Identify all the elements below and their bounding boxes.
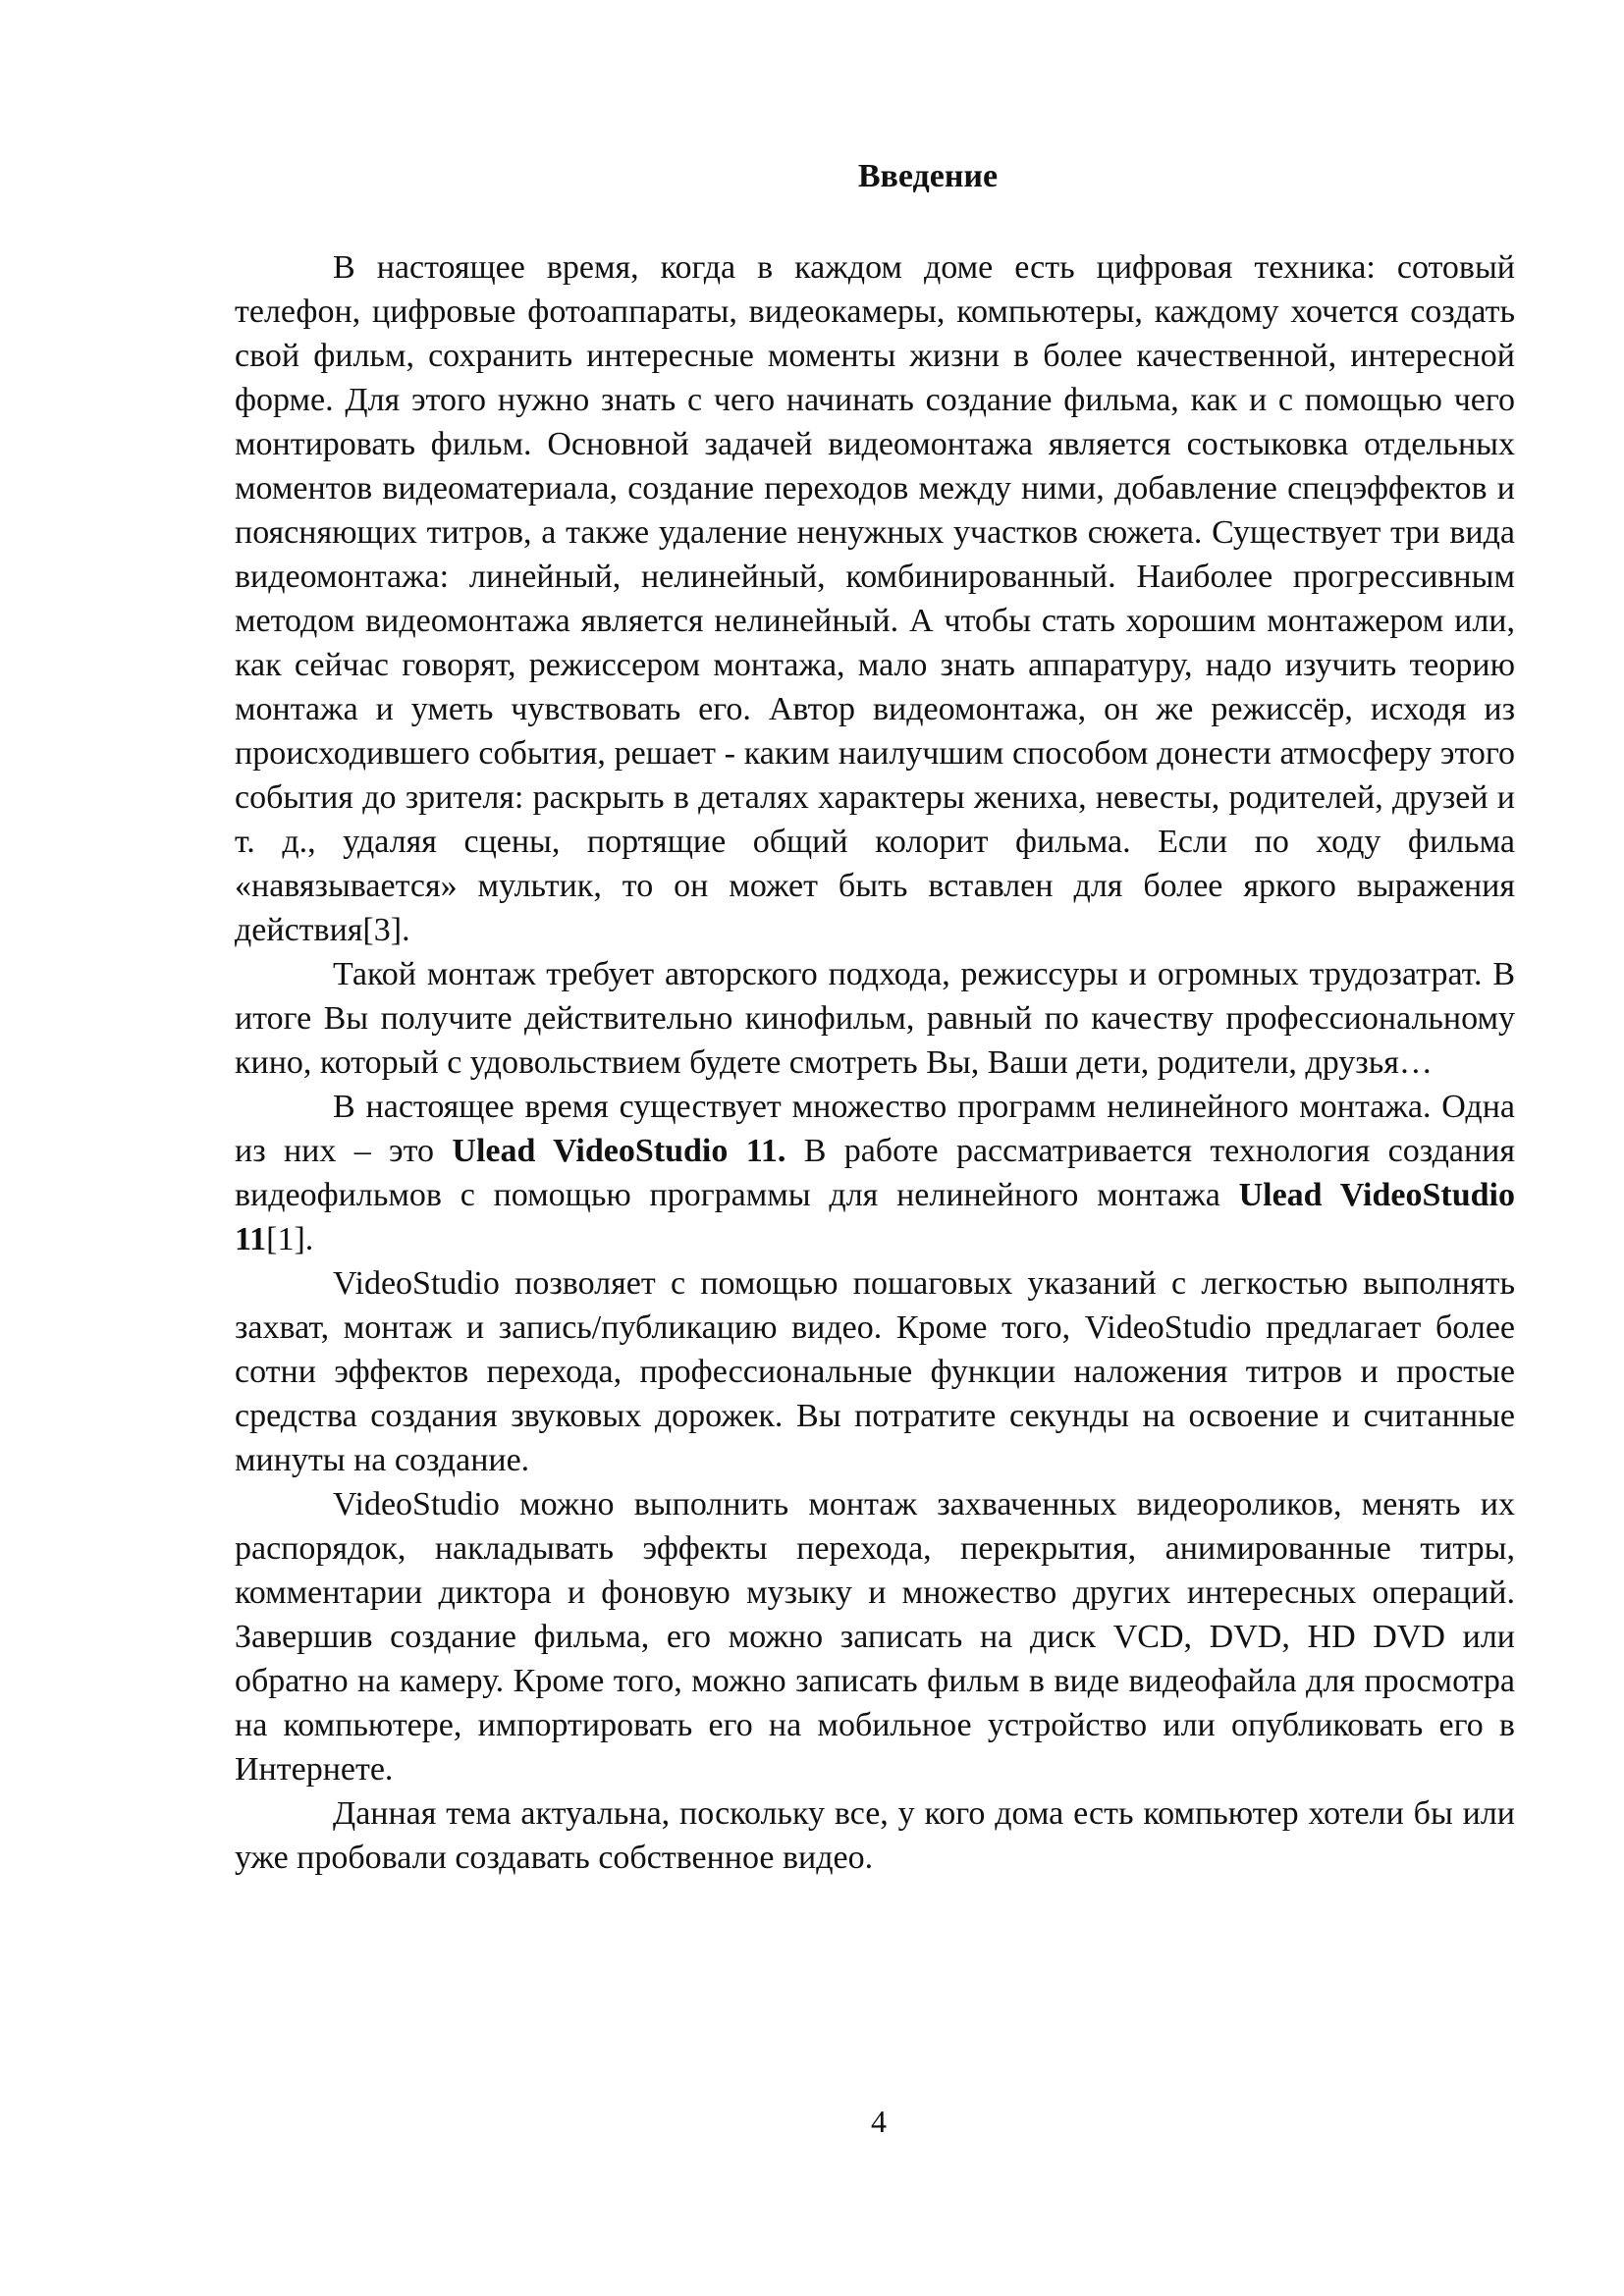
citation-ref: [1]. xyxy=(266,1221,314,1257)
paragraph-3 xyxy=(235,1085,1515,1261)
paragraph-text: В работе рассматривается технология создания видеофильмов с помощью программы для нелинейного монтажа xyxy=(235,1133,1515,1213)
paragraph-text: Данная тема актуальна, поскольку все, у кого дома есть компьютер хотели бы или уже пробовали создавать собственное видео. xyxy=(235,1795,1515,1876)
page-number: 4 xyxy=(871,2104,887,2139)
paragraph-4 xyxy=(235,1261,1515,1482)
paragraph-text: В настоящее время существует множество программ нелинейного монтажа. Одна из них – это xyxy=(235,1089,1515,1169)
paragraph-text: Такой монтаж требует авторского подхода, режиссуры и огромных трудозатрат. В итоге Вы получите действительно кинофильм, равный по качеству профессиональному кино, который с удовольствием будете смотреть Вы, Ваши дети, родители, друзья… xyxy=(235,956,1515,1081)
paragraph-2 xyxy=(235,952,1515,1085)
paragraph-text: В настоящее время, когда в каждом доме есть цифровая техника: сотовый телефон, цифровые фотоаппараты, видеокамеры, компьютеры, каждому хочется создать свой фильм, сохранить интересные моменты жизни в более качественной, интересной форме. Для этого нужно знать с чего начинать создание фильма, как и с помощью чего монтировать фильм. Основной задачей видеомонтажа является состыковка отдельных моментов видеоматериала, создание переходов между ними, добавление спецэффектов и поясняющих титров, а также удаление ненужных участков сюжета. Существует три вида видеомонтажа: линейный, нелинейный, комбинированный. Наиболее прогрессивным методом видеомонтажа является нелинейный. А чтобы стать хорошим монтажером или, как сейчас говорят, режиссером монтажа, мало знать аппаратуру, надо изучить теорию монтажа и уметь чувствовать его. Автор видеомонтажа, он же режиссёр, исходя из происходившего события, решает - каким наилучшим способом донести атмосферу этого события до зрителя: раскрыть в деталях характеры жениха, невесты, родителей, друзей и т. д., удаляя сцены, портящие общий колорит фильма. Если по ходу фильма «навязывается» мультик, то он может быть вставлен для более яркого выражения действия[3]. xyxy=(235,249,1515,948)
paragraph-text: VideoStudio можно выполнить монтаж захваченных видеороликов, менять их распорядок, накладывать эффекты перехода, перекрытия, анимированные титры, комментарии диктора и фоновую музыку и множество других интересных операций. Завершив создание фильма, его можно записать на диск VCD, DVD, HD DVD или обратно на камеру. Кроме того, можно записать фильм в виде видеофайла для просмотра на компьютере, импортировать его на мобильное устройство или опубликовать его в Интернете. xyxy=(235,1486,1515,1788)
paragraph-1 xyxy=(235,245,1515,952)
paragraph-text: VideoStudio позволяет с помощью пошаговых указаний с легкостью выполнять захват, монтаж и запись/публикацию видео. Кроме того, VideoStudio предлагает более сотни эффектов перехода, профессиональные функции наложения титров и простые средства создания звуковых дорожек. Вы потратите секунды на освоение и считанные минуты на создание. xyxy=(235,1265,1515,1478)
page-title: Введение xyxy=(857,158,999,194)
document-body xyxy=(235,245,1515,1880)
program-name-bold: Ulead VideoStudio 11. xyxy=(452,1133,786,1169)
paragraph-6 xyxy=(235,1791,1515,1880)
paragraph-5 xyxy=(235,1482,1515,1791)
program-name-bold: Ulead VideoStudio 11 xyxy=(235,1177,1515,1257)
